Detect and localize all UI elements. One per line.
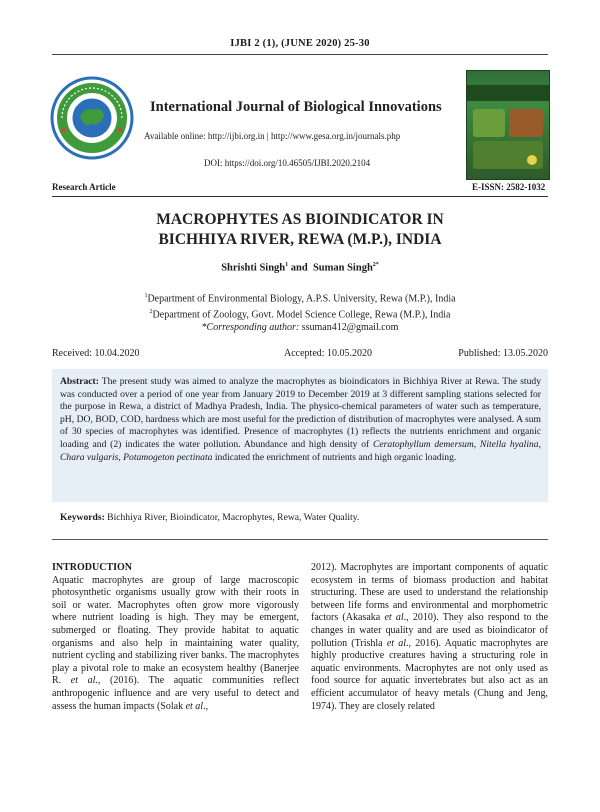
author-1-sup: 1: [285, 262, 289, 268]
keywords-rule: [52, 539, 548, 540]
corresponding-author: [0, 322, 600, 335]
article-type: Research Article: [52, 182, 116, 192]
date-received: Received: 10.04.2020: [52, 348, 140, 359]
doi-link[interactable]: https://doi.org/10.46505/IJBI.2020.2104: [224, 158, 371, 168]
abstract: [60, 376, 541, 464]
keywords-label: Keywords:: [60, 512, 105, 523]
available-online: [144, 131, 400, 141]
author-1: Shrishti Singh: [221, 262, 286, 274]
date-published: Published: 13.05.2020: [458, 348, 548, 359]
abstract-text-1: The present study was aimed to analyze the macrophytes as bioindicators in Bichhiya River at Rewa. The study was conducted over a period of one year from January 2019 to December 2019 at 3 different sampling stations selected for the purpose in Rewa, a district of Madhya Pradesh, India. The physico-chemical parameters of water such as temperature, pH, DO, BOD, COD, hardness which are most useful for the prediction of distribution of macrophytes were analysed. A sum of 30 species of macrophytes was identified. Presence of macrophytes (1) reflects the nutrients enrichment and organic loading and (2) indicates the water pollution. Abundance and high density of: [60, 376, 541, 450]
affiliation-2: $^2$Department of Zoology, Govt. Model Science College, Rewa (M.P.), India: [149, 308, 451, 321]
society-logo: [50, 76, 134, 160]
date-accepted: Accepted: 10.05.2020: [284, 348, 373, 359]
eissn: E-ISSN: 2582-1032: [472, 182, 546, 192]
author-joiner: and: [288, 262, 313, 274]
journal-cover-thumbnail: [466, 70, 550, 180]
journal-reference: IJBI 2 (1), (JUNE 2020) 25-30: [230, 38, 370, 49]
author-2-sup: 2*: [372, 262, 379, 268]
abstract-label: Abstract:: [60, 376, 99, 387]
doi-line: [204, 158, 370, 168]
abstract-text-2: indicated the enrichment of nutrients and high organic loading.: [212, 451, 457, 463]
cover-photo-1: [473, 109, 505, 137]
affiliations: [0, 290, 600, 334]
authors: [0, 262, 600, 274]
author-2: Suman Singh: [312, 262, 373, 274]
header-rule: [52, 54, 548, 55]
intro-right-column: 2012). Macrophytes are important components of aquatic ecosystem in terms of biomass production and habitat structuring. These are used to understand the relationship between life forms and environmental and morphometric factors (Akasaka et al., 2010). They also respond to the changes in water quality and are used as bioindicator of pollution (Trishla et al., 2016). Aquatic macrophytes are highly productive creatures having a structuring role in aquatic environments. Macrophytes are not only used as food source for aquatic invertebrates but also act as an efficient accumulator of heavy metals (Chung and Jeng, 1974). They are closely related: [311, 562, 549, 712]
corresponding-label: *Corresponding author:: [201, 321, 302, 333]
intro-heading: INTRODUCTION: [52, 562, 133, 573]
affiliation-1: $^1$Department of Environmental Biology, A.P.S. University, Rewa (M.P.), India: [144, 293, 456, 305]
cover-photo-2: [509, 109, 543, 137]
keywords-text: Bichhiya River, Bioindicator, Macrophytes, Rewa, Water Quality.: [104, 512, 360, 523]
title-line-1: MACROPHYTES AS BIOINDICATOR IN: [156, 211, 444, 228]
cover-flower: [527, 155, 537, 165]
journal-name: International Journal of Biological Innovations: [150, 99, 442, 115]
available-prefix: Available online:: [144, 131, 208, 141]
abstract-species: Ceratophyllum demersum, Nitella hyalina, Chara vulgaris, Potamogeton pectinata: [60, 438, 541, 463]
title-rule: [52, 196, 548, 197]
article-title: [0, 210, 600, 250]
intro-left-text: Aquatic macrophytes are group of large macroscopic photosynthetic organisms usually grow with their roots in soil or water. Macrophytes often grow more vigorously where nutrient loading is high. They may be emergent, submerged or floating. They provide habitat to aquatic organisms and also help in maintaining water quality, nutrient cycling and stabilizing river banks. The macrophytes play a pivotal role to make an ecosystem healthy (Banerjee R. et al., (2016). The aquatic communities reflect anthropogenic influence and are very useful to detect and assess the human impacts (Solak et al.,: [52, 574, 300, 712]
journal-url-link[interactable]: http://ijbi.org.in: [207, 131, 265, 141]
cover-title-band: [467, 85, 549, 101]
gesa-url-link[interactable]: http://www.gesa.org.in/journals.php: [270, 131, 401, 141]
doi-prefix: DOI:: [204, 158, 225, 168]
intro-left-column: [52, 562, 299, 713]
url-separator: |: [264, 131, 271, 141]
corresponding-email[interactable]: ssuman412@gmail.com: [301, 321, 399, 333]
keywords: [60, 512, 541, 523]
title-line-2: BICHHIYA RIVER, REWA (M.P.), INDIA: [158, 231, 442, 248]
